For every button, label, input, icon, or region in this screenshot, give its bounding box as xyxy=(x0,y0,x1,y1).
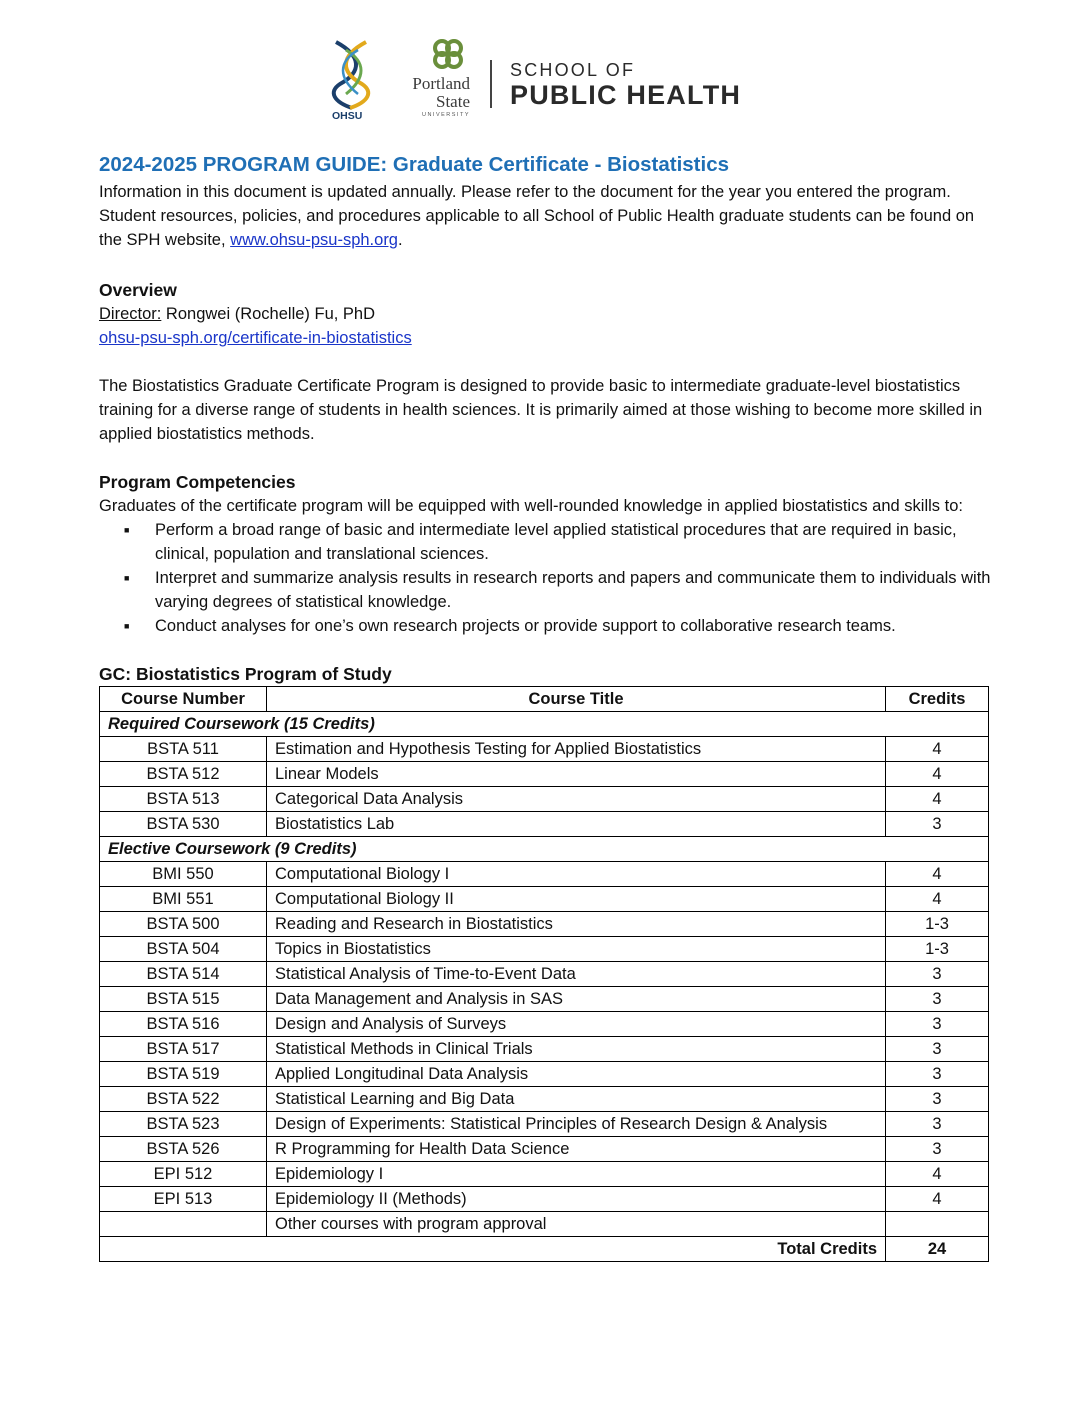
table-row xyxy=(100,1137,989,1162)
course-number-cell: EPI 512 xyxy=(100,1162,267,1187)
course-number-cell: BSTA 522 xyxy=(100,1087,267,1112)
table-row xyxy=(100,1212,989,1237)
course-credits-cell: 3 xyxy=(886,1112,989,1137)
section-row-elective xyxy=(100,837,989,862)
psu-university: UNIVERSITY xyxy=(421,112,470,118)
course-number-cell: BSTA 511 xyxy=(100,737,267,762)
program-link[interactable]: ohsu-psu-sph.org/certificate-in-biostatistics xyxy=(99,329,412,347)
table-row xyxy=(100,1062,989,1087)
course-credits-cell xyxy=(886,1212,989,1237)
course-credits-cell: 4 xyxy=(886,737,989,762)
course-credits-cell: 3 xyxy=(886,1037,989,1062)
table-row xyxy=(100,1162,989,1187)
table-row xyxy=(100,862,989,887)
square-bullet-icon: ■ xyxy=(124,573,130,583)
course-title-cell: Linear Models xyxy=(267,762,886,787)
section-row-required xyxy=(100,712,989,737)
header-logos xyxy=(326,38,766,122)
table-row xyxy=(100,912,989,937)
table-row xyxy=(100,1012,989,1037)
table-header-row xyxy=(100,687,989,712)
course-credits-cell: 3 xyxy=(886,987,989,1012)
intro-paragraph xyxy=(99,180,991,252)
course-credits-cell: 3 xyxy=(886,1062,989,1087)
table-row xyxy=(100,1037,989,1062)
square-bullet-icon: ■ xyxy=(124,525,130,535)
director-label: Director: xyxy=(99,305,162,323)
course-credits-cell: 4 xyxy=(886,787,989,812)
course-title-cell: Categorical Data Analysis xyxy=(267,787,886,812)
list-item xyxy=(124,566,991,614)
course-credits-cell: 3 xyxy=(886,1137,989,1162)
required-label: Required Coursework (15 Credits) xyxy=(100,712,989,737)
course-title-cell: Reading and Research in Biostatistics xyxy=(267,912,886,937)
course-title-cell: Estimation and Hypothesis Testing for Applied Biostatistics xyxy=(267,737,886,762)
total-row xyxy=(100,1237,989,1262)
ohsu-label: OHSU xyxy=(332,110,363,122)
table-row xyxy=(100,1112,989,1137)
course-title-cell: Data Management and Analysis in SAS xyxy=(267,987,886,1012)
ohsu-logo xyxy=(326,38,378,122)
course-credits-cell: 4 xyxy=(886,862,989,887)
course-number-cell: BSTA 530 xyxy=(100,812,267,837)
course-number-cell: BSTA 517 xyxy=(100,1037,267,1062)
course-title-cell: Epidemiology II (Methods) xyxy=(267,1187,886,1212)
column-header-course-title: Course Title xyxy=(267,687,886,712)
course-credits-cell: 1-3 xyxy=(886,912,989,937)
course-number-cell: BSTA 513 xyxy=(100,787,267,812)
course-credits-cell: 4 xyxy=(886,1187,989,1212)
competency-text: Conduct analyses for one’s own research projects or provide support to collaborative research teams. xyxy=(155,617,896,635)
course-number-cell: BSTA 504 xyxy=(100,937,267,962)
course-number-cell: EPI 513 xyxy=(100,1187,267,1212)
psu-knot-icon xyxy=(430,38,466,72)
overview-description: The Biostatistics Graduate Certificate Program is designed to provide basic to intermediate graduate-level biostatistics training for a diverse range of students in health sciences. It is primarily aimed at those wishing to become more skilled in applied biostatistics methods. xyxy=(99,377,983,443)
psu-wordmark xyxy=(412,75,470,111)
course-number-cell: BMI 551 xyxy=(100,887,267,912)
course-credits-cell: 1-3 xyxy=(886,937,989,962)
course-credits-cell: 4 xyxy=(886,887,989,912)
total-label: Total Credits xyxy=(100,1237,886,1262)
table-row xyxy=(100,812,989,837)
column-header-credits: Credits xyxy=(886,687,989,712)
table-row xyxy=(100,1087,989,1112)
sph-line2: PUBLIC HEALTH xyxy=(510,80,742,110)
course-number-cell: BSTA 526 xyxy=(100,1137,267,1162)
table-row xyxy=(100,962,989,987)
logo-divider xyxy=(490,60,492,108)
table-row xyxy=(100,1187,989,1212)
course-number-cell: BSTA 500 xyxy=(100,912,267,937)
course-title-cell: Design and Analysis of Surveys xyxy=(267,1012,886,1037)
course-number-cell: BMI 550 xyxy=(100,862,267,887)
course-number-cell: BSTA 514 xyxy=(100,962,267,987)
course-title-cell: Other courses with program approval xyxy=(267,1212,886,1237)
sph-line1: SCHOOL OF xyxy=(510,60,636,80)
course-number-cell: BSTA 523 xyxy=(100,1112,267,1137)
list-item xyxy=(124,614,991,638)
course-title-cell: Statistical Learning and Big Data xyxy=(267,1087,886,1112)
competency-text: Perform a broad range of basic and intermediate level applied statistical procedures that are required in basic, clinical, population and translational sciences. xyxy=(155,521,957,563)
intro-text: Information in this document is updated annually. Please refer to the document for the year you entered the program. Student resources, policies, and procedures applicable to all School of Public Health graduate students can be found on the SPH website, xyxy=(99,183,975,249)
table-row xyxy=(100,987,989,1012)
competencies-intro: Graduates of the certificate program will be equipped with well-rounded knowledge in applied biostatistics and skills to: xyxy=(99,497,963,515)
document-content xyxy=(99,150,991,1262)
total-value: 24 xyxy=(886,1237,989,1262)
course-title-cell: Statistical Analysis of Time-to-Event Data xyxy=(267,962,886,987)
course-title-cell: Epidemiology I xyxy=(267,1162,886,1187)
table-row xyxy=(100,887,989,912)
competencies-heading: Program Competencies xyxy=(99,472,296,492)
intro-end: . xyxy=(397,231,403,249)
square-bullet-icon: ■ xyxy=(124,621,130,631)
course-number-cell: BSTA 515 xyxy=(100,987,267,1012)
course-title-cell: Computational Biology I xyxy=(267,862,886,887)
director-line xyxy=(99,302,991,326)
competencies-list xyxy=(99,518,991,638)
program-of-study-table xyxy=(99,686,989,1262)
psu-logo xyxy=(396,38,472,122)
course-title-cell: R Programming for Health Data Science xyxy=(267,1137,886,1162)
course-number-cell: BSTA 516 xyxy=(100,1012,267,1037)
sph-wordmark xyxy=(510,60,741,110)
course-title-cell: Applied Longitudinal Data Analysis xyxy=(267,1062,886,1087)
course-number-cell xyxy=(100,1212,267,1237)
list-item xyxy=(124,518,991,566)
spacer xyxy=(99,350,991,374)
table-body xyxy=(100,712,989,1262)
course-title-cell: Design of Experiments: Statistical Principles of Research Design & Analysis xyxy=(267,1112,886,1137)
course-credits-cell: 4 xyxy=(886,762,989,787)
course-credits-cell: 3 xyxy=(886,962,989,987)
course-number-cell: BSTA 512 xyxy=(100,762,267,787)
course-credits-cell: 3 xyxy=(886,812,989,837)
column-header-course-number: Course Number xyxy=(100,687,267,712)
course-number-cell: BSTA 519 xyxy=(100,1062,267,1087)
table-row xyxy=(100,762,989,787)
psu-line1: Portland xyxy=(412,74,470,93)
director-name: Rongwei (Rochelle) Fu, PhD xyxy=(161,305,376,323)
course-credits-cell: 4 xyxy=(886,1162,989,1187)
table-row xyxy=(100,787,989,812)
table-row xyxy=(100,737,989,762)
course-title-cell: Biostatistics Lab xyxy=(267,812,886,837)
sph-website-link[interactable]: www.ohsu-psu-sph.org xyxy=(230,231,398,249)
course-title-cell: Computational Biology II xyxy=(267,887,886,912)
course-credits-cell: 3 xyxy=(886,1087,989,1112)
elective-label: Elective Coursework (9 Credits) xyxy=(100,837,989,862)
ohsu-helix-icon xyxy=(326,38,378,110)
course-title-cell: Topics in Biostatistics xyxy=(267,937,886,962)
competency-text: Interpret and summarize analysis results in research reports and papers and communicate them to individuals with varying degrees of statistical knowledge. xyxy=(155,569,991,611)
document-title: 2024-2025 PROGRAM GUIDE: Graduate Certificate - Biostatistics xyxy=(99,153,729,176)
overview-heading: Overview xyxy=(99,280,177,300)
table-row xyxy=(100,937,989,962)
psu-line2: State xyxy=(436,92,470,111)
course-credits-cell: 3 xyxy=(886,1012,989,1037)
program-of-study-heading: GC: Biostatistics Program of Study xyxy=(99,664,392,684)
course-title-cell: Statistical Methods in Clinical Trials xyxy=(267,1037,886,1062)
